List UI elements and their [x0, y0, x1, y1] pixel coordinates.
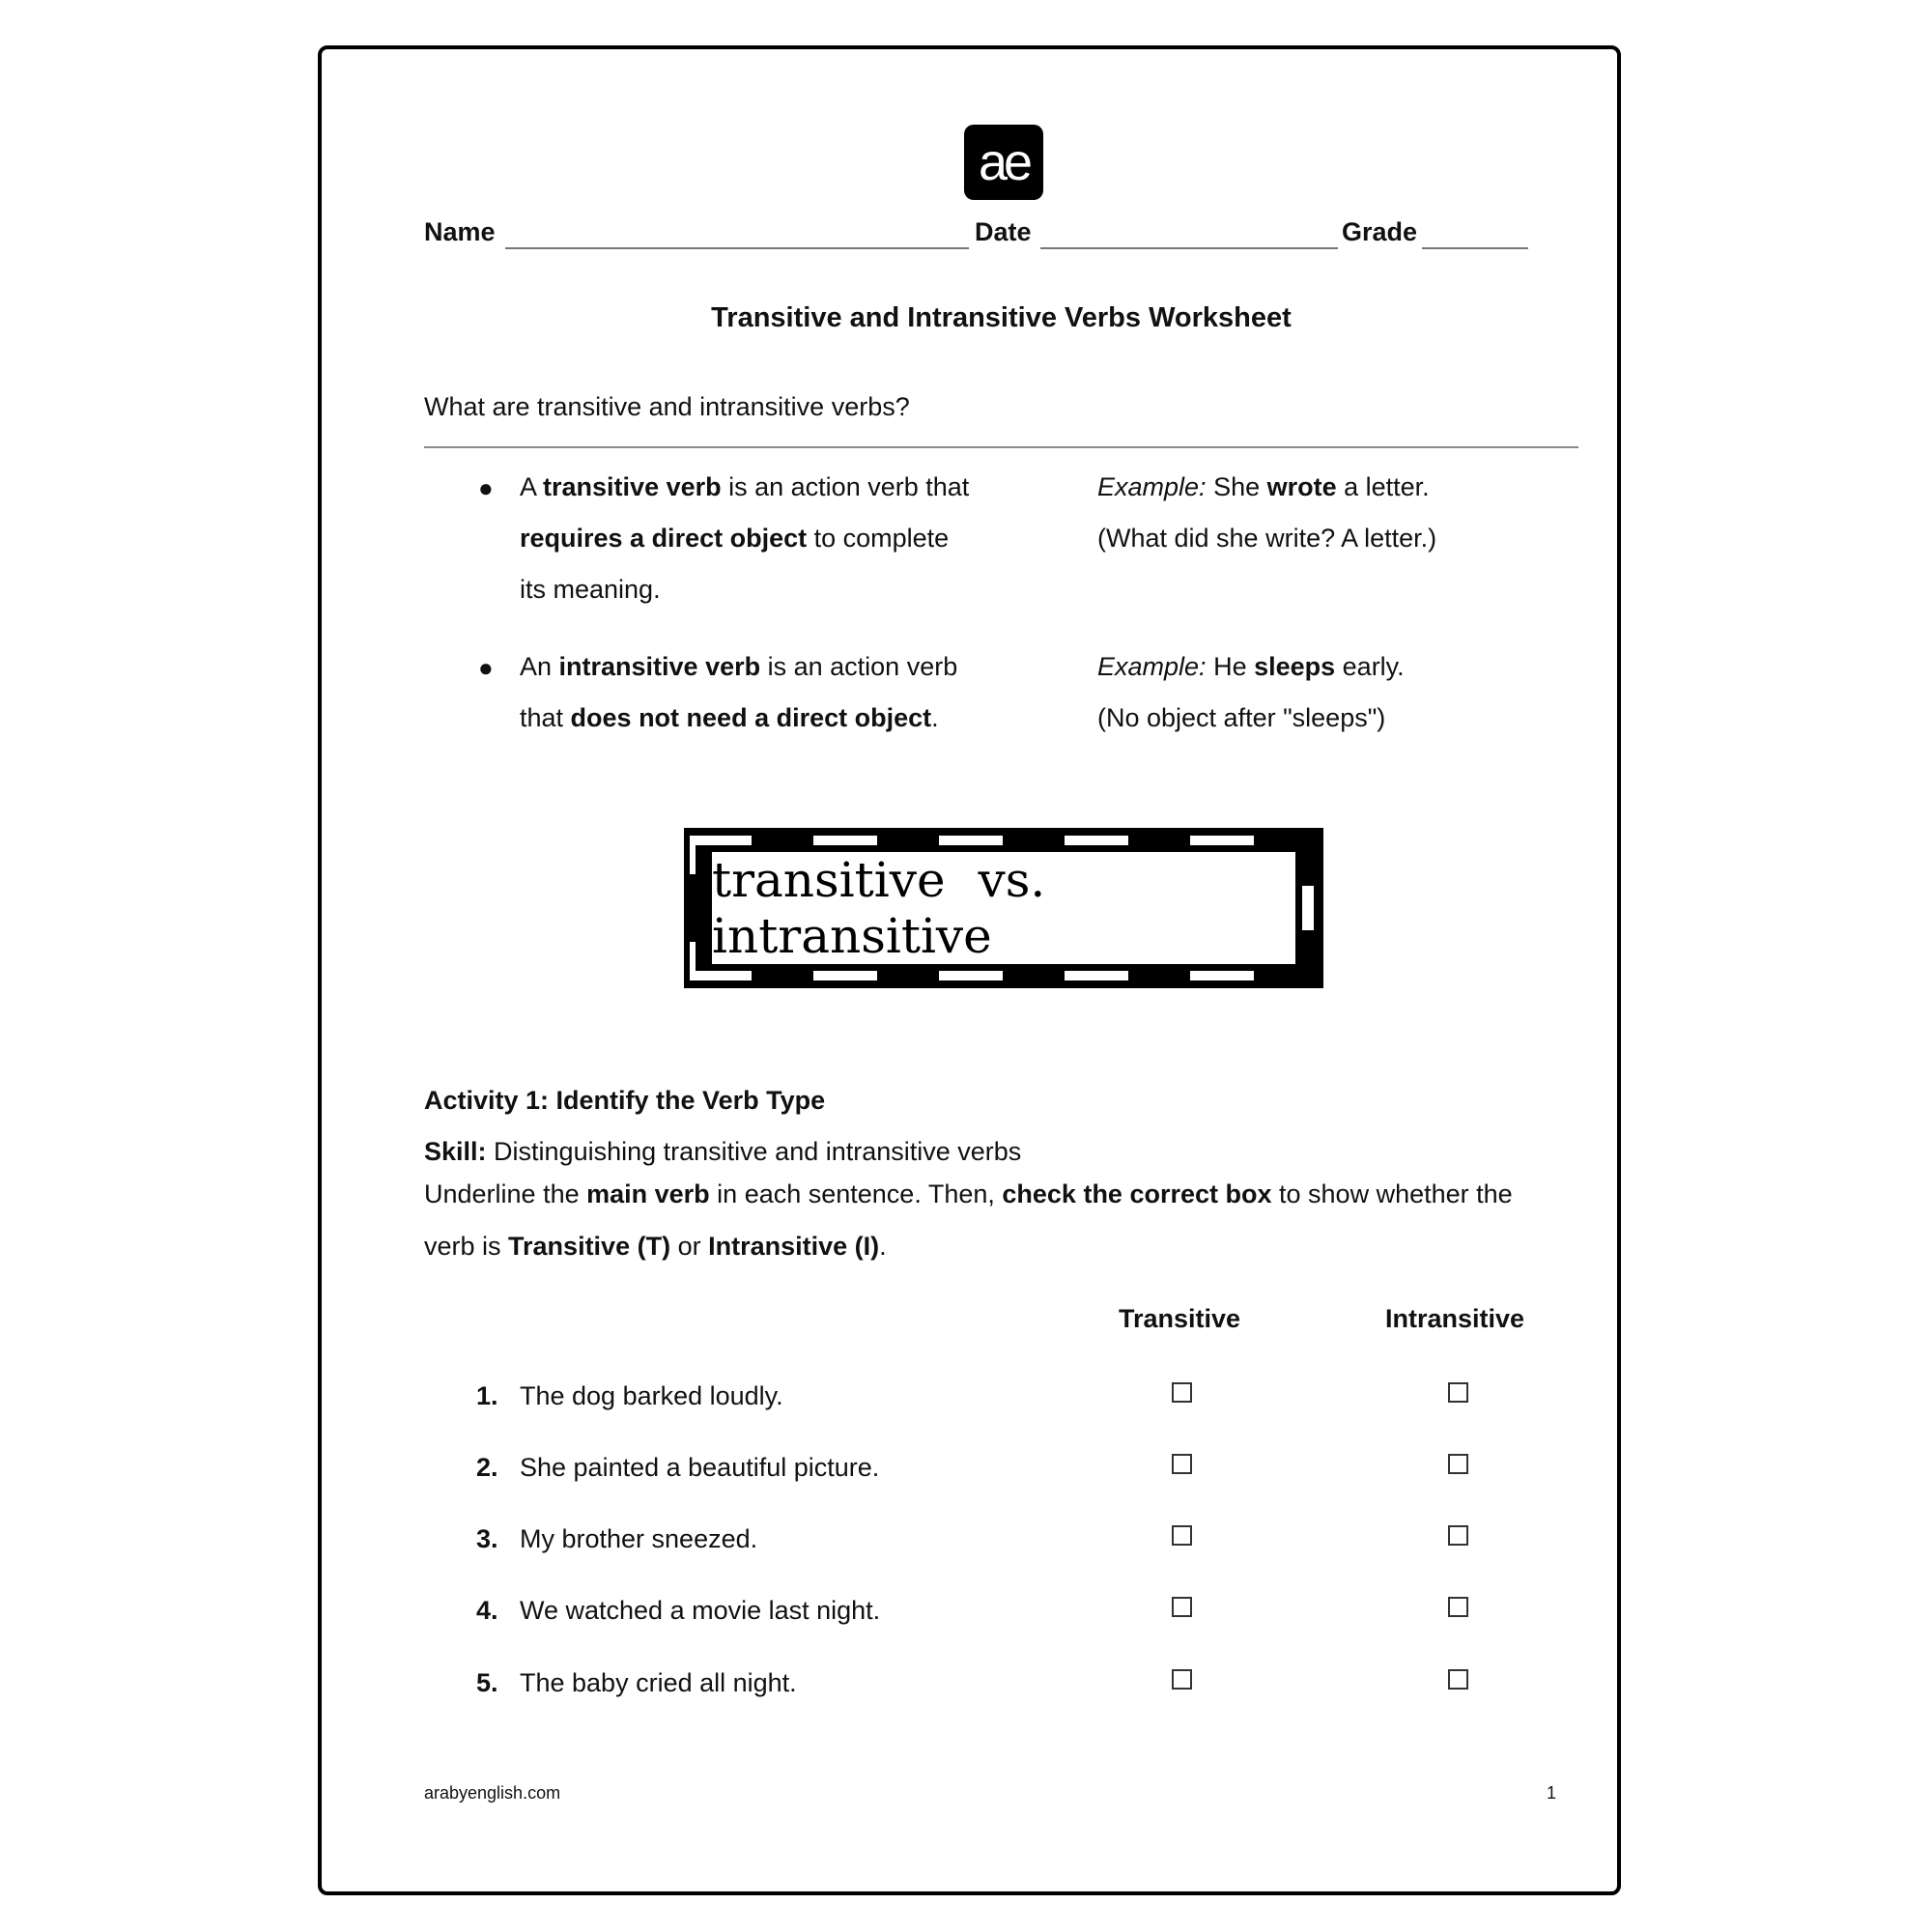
- term-requires-object: requires a direct object: [520, 524, 808, 553]
- definition-line: [520, 462, 1003, 513]
- banner-dash: [1190, 836, 1254, 845]
- banner-dash: [939, 971, 1003, 980]
- skill-text: Distinguishing transitive and intransitive verbs: [494, 1137, 1022, 1166]
- item-number: 5.: [476, 1668, 498, 1697]
- definition-line: [520, 641, 1003, 693]
- term-check-box: check the correct box: [1002, 1179, 1272, 1208]
- item-sentence: She painted a beautiful picture.: [520, 1453, 880, 1482]
- example-intransitive: [1097, 641, 1522, 744]
- transitive-checkbox[interactable]: [1172, 1454, 1192, 1474]
- banner: [684, 828, 1323, 988]
- intransitive-checkbox[interactable]: [1448, 1597, 1468, 1617]
- term-transitive-t: Transitive (T): [508, 1232, 671, 1261]
- banner-dash: [813, 836, 877, 845]
- skill-line: [424, 1137, 1021, 1167]
- term-intransitive-i: Intransitive (I): [708, 1232, 880, 1261]
- page-number: 1: [1547, 1783, 1557, 1803]
- banner-dash: [690, 836, 752, 845]
- transitive-checkbox[interactable]: [1172, 1669, 1192, 1690]
- definition-line: [520, 513, 1003, 564]
- banner-dash: [813, 971, 877, 980]
- item-number: 2.: [476, 1453, 498, 1482]
- def-word-an: An: [520, 652, 559, 681]
- transitive-checkbox[interactable]: [1172, 1382, 1192, 1403]
- example-label: Example:: [1097, 652, 1207, 681]
- item-number: 1.: [476, 1381, 498, 1410]
- date-field[interactable]: [1040, 247, 1338, 249]
- banner-dash: [1302, 886, 1314, 930]
- banner-dash: [1065, 971, 1128, 980]
- example-line: Example: She wrote a letter.: [1097, 472, 1430, 501]
- name-label: Name: [424, 217, 496, 246]
- banner-dash: [690, 971, 752, 980]
- example-verb: sleeps: [1254, 652, 1336, 681]
- bullet-icon: ●: [478, 653, 494, 682]
- example-verb: wrote: [1266, 472, 1337, 501]
- definition-line: its meaning.: [520, 575, 661, 604]
- header-fields: [424, 217, 1527, 256]
- divider: [424, 446, 1578, 448]
- transitive-checkbox[interactable]: [1172, 1597, 1192, 1617]
- column-header-transitive: Transitive: [1119, 1304, 1241, 1333]
- banner-dash: [1065, 836, 1128, 845]
- worksheet-title: Transitive and Intransitive Verbs Worksheet: [711, 302, 1292, 333]
- item-sentence: We watched a movie last night.: [520, 1596, 881, 1625]
- activity-instructions: [424, 1168, 1545, 1272]
- transitive-checkbox[interactable]: [1172, 1525, 1192, 1546]
- instruction-line: verb is Transitive (T) or Intransitive (I).: [424, 1232, 887, 1261]
- def-rest: is an action verb that: [721, 472, 970, 501]
- activity-title: Activity 1: Identify the Verb Type: [424, 1086, 826, 1115]
- intransitive-checkbox[interactable]: [1448, 1525, 1468, 1546]
- item-number: 4.: [476, 1596, 498, 1625]
- term-transitive-verb: transitive verb: [543, 472, 722, 501]
- footer-site: arabyenglish.com: [424, 1783, 561, 1803]
- column-header-intransitive: Intransitive: [1385, 1304, 1525, 1333]
- item-sentence: The dog barked loudly.: [520, 1381, 783, 1410]
- name-field[interactable]: [505, 247, 969, 249]
- def-word-that: that: [520, 703, 571, 732]
- def-rest: to complete: [807, 524, 950, 553]
- skill-label: Skill:: [424, 1137, 487, 1166]
- definition-intransitive: [520, 641, 1003, 744]
- def-rest: is an action verb: [760, 652, 958, 681]
- grade-field[interactable]: [1422, 247, 1528, 249]
- date-label: Date: [975, 217, 1032, 246]
- banner-text: transitive vs. intransitive: [709, 849, 1298, 967]
- intransitive-checkbox[interactable]: [1448, 1669, 1468, 1690]
- def-rest: .: [931, 703, 939, 732]
- term-no-object: does not need a direct object: [570, 703, 932, 732]
- logo: ae: [964, 125, 1043, 200]
- intransitive-checkbox[interactable]: [1448, 1382, 1468, 1403]
- banner-dash: [1190, 971, 1254, 980]
- example-explanation: (What did she write? A letter.): [1097, 524, 1437, 553]
- item-sentence: The baby cried all night.: [520, 1668, 797, 1697]
- grade-label: Grade: [1342, 217, 1418, 246]
- instruction-line: Underline the main verb in each sentence. Then, check the correct box to show whether the: [424, 1179, 1513, 1208]
- bullet-icon: ●: [478, 473, 494, 502]
- intransitive-checkbox[interactable]: [1448, 1454, 1468, 1474]
- item-number: 3.: [476, 1524, 498, 1553]
- definition-line: [520, 693, 1003, 744]
- definition-transitive: [520, 462, 1003, 615]
- term-intransitive-verb: intransitive verb: [558, 652, 761, 681]
- banner-dash: [939, 836, 1003, 845]
- example-explanation: (No object after "sleeps"): [1097, 703, 1386, 732]
- def-word-a: A: [520, 472, 544, 501]
- intro-question: What are transitive and intransitive verbs?: [424, 392, 910, 421]
- example-label: Example:: [1097, 472, 1207, 501]
- item-sentence: My brother sneezed.: [520, 1524, 758, 1553]
- term-main-verb: main verb: [586, 1179, 710, 1208]
- example-line: Example: He sleeps early.: [1097, 652, 1405, 681]
- example-transitive: [1097, 462, 1522, 564]
